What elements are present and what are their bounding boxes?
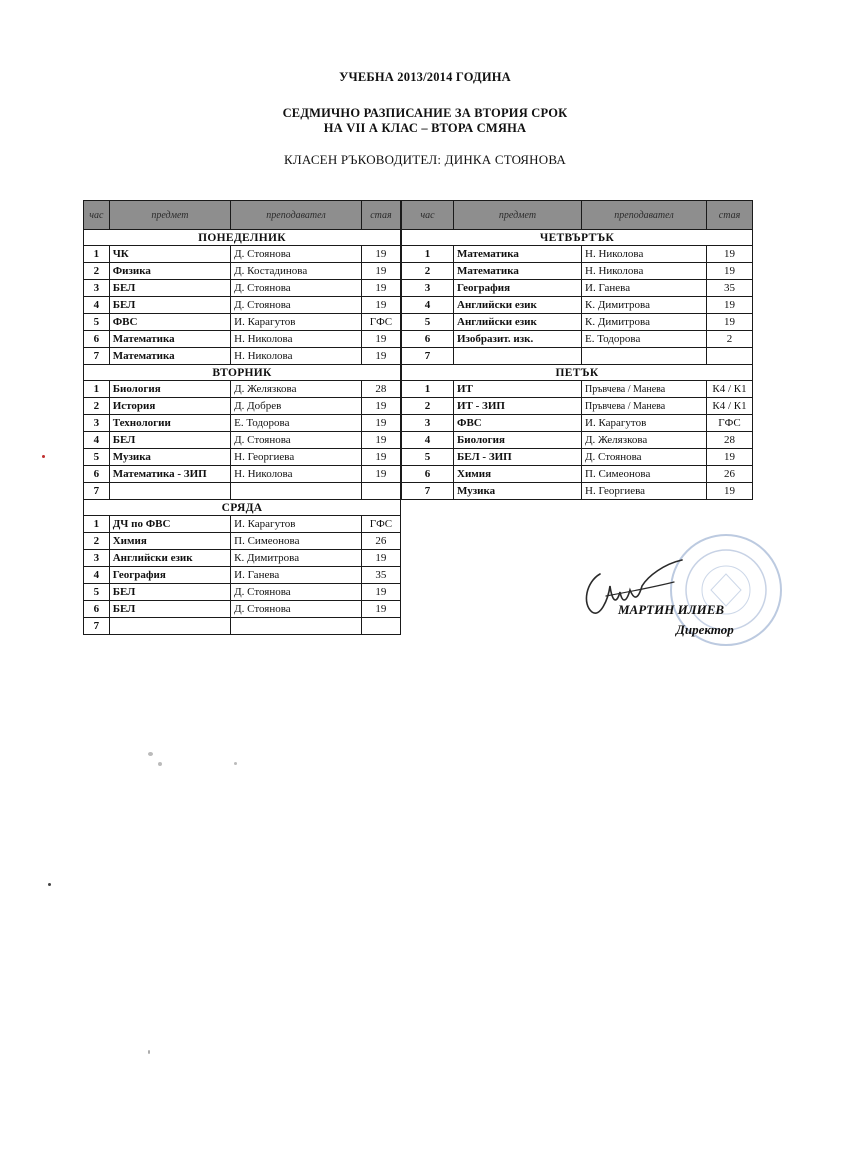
- table-row: [402, 280, 753, 297]
- period-number: 7: [84, 348, 110, 365]
- teacher-cell: К. Димитрова: [582, 297, 707, 314]
- period-number: 5: [402, 314, 454, 331]
- table-row: [84, 297, 401, 314]
- day-name: ПЕТЪК: [402, 365, 753, 381]
- teacher-cell: Н. Николова: [582, 246, 707, 263]
- teacher-cell: Н. Георгиева: [582, 483, 707, 500]
- table-row: [84, 398, 401, 415]
- subject-cell: География: [454, 280, 582, 297]
- schedule-table-right: [401, 200, 753, 500]
- room-cell: 19: [707, 297, 753, 314]
- period-number: 3: [402, 280, 454, 297]
- room-cell: 19: [361, 263, 400, 280]
- schedule-title-line2: НА VII А КЛАС – ВТОРА СМЯНА: [323, 121, 527, 135]
- period-number: 7: [84, 483, 110, 500]
- subject-cell: [454, 348, 582, 365]
- period-number: 1: [402, 381, 454, 398]
- table-row: [402, 432, 753, 449]
- table-row: [84, 466, 401, 483]
- room-cell: 19: [361, 331, 400, 348]
- teacher-cell: И. Ганева: [582, 280, 707, 297]
- teacher-cell: Д. Добрев: [231, 398, 362, 415]
- room-cell: 28: [361, 381, 400, 398]
- teacher-cell: Е. Тодорова: [231, 415, 362, 432]
- subject-cell: Химия: [109, 533, 230, 550]
- column-header-row: [84, 201, 401, 230]
- period-number: 5: [84, 314, 110, 331]
- table-row: [84, 533, 401, 550]
- table-row: [402, 398, 753, 415]
- subject-cell: История: [109, 398, 230, 415]
- table-row: [84, 516, 401, 533]
- subject-cell: Музика: [109, 449, 230, 466]
- room-cell: 19: [707, 246, 753, 263]
- teacher-cell: Д. Стоянова: [231, 246, 362, 263]
- subject-cell: Математика: [109, 331, 230, 348]
- subject-cell: Биология: [454, 432, 582, 449]
- teacher-cell: Н. Николова: [231, 331, 362, 348]
- subject-cell: ФВС: [109, 314, 230, 331]
- subject-cell: БЕЛ: [109, 297, 230, 314]
- room-cell: ГФС: [361, 516, 400, 533]
- subject-cell: БЕЛ: [109, 432, 230, 449]
- table-row: [402, 466, 753, 483]
- room-cell: 35: [707, 280, 753, 297]
- period-number: 4: [402, 432, 454, 449]
- period-number: 3: [84, 280, 110, 297]
- col-header-subject: предмет: [454, 201, 582, 230]
- table-row: [84, 601, 401, 618]
- period-number: 5: [402, 449, 454, 466]
- room-cell: 19: [707, 263, 753, 280]
- col-header-teacher: преподавател: [231, 201, 362, 230]
- table-row: [84, 263, 401, 280]
- teacher-cell: Д. Стоянова: [231, 584, 362, 601]
- teacher-cell: Д. Стоянова: [231, 297, 362, 314]
- period-number: 6: [84, 466, 110, 483]
- subject-cell: Биология: [109, 381, 230, 398]
- teacher-cell: Д. Стоянова: [231, 280, 362, 297]
- table-row: [402, 246, 753, 263]
- subject-cell: Физика: [109, 263, 230, 280]
- period-number: 7: [402, 483, 454, 500]
- period-number: 2: [84, 398, 110, 415]
- school-year-heading: УЧЕБНА 2013/2014 ГОДИНА: [339, 70, 511, 84]
- room-cell: 2: [707, 331, 753, 348]
- room-cell: 19: [707, 449, 753, 466]
- day-header-row: [402, 230, 753, 246]
- subject-cell: БЕЛ - ЗИП: [454, 449, 582, 466]
- room-cell: 19: [361, 466, 400, 483]
- column-header-row: [402, 201, 753, 230]
- room-cell: ГФС: [361, 314, 400, 331]
- table-row: [84, 483, 401, 500]
- teacher-cell: Пръвчева / Манева: [582, 381, 707, 398]
- subject-cell: Изобразит. изк.: [454, 331, 582, 348]
- period-number: 4: [84, 432, 110, 449]
- teacher-cell: Д. Желязкова: [582, 432, 707, 449]
- schedule-title-line1: СЕДМИЧНО РАЗПИСАНИЕ ЗА ВТОРИЯ СРОК: [282, 106, 568, 120]
- room-cell: 19: [361, 415, 400, 432]
- room-cell: 19: [361, 601, 400, 618]
- subject-cell: Математика - ЗИП: [109, 466, 230, 483]
- teacher-cell: Н. Николова: [231, 348, 362, 365]
- subject-cell: БЕЛ: [109, 280, 230, 297]
- table-row: [84, 449, 401, 466]
- teacher-cell: Д. Стоянова: [231, 601, 362, 618]
- scan-speck: [148, 1050, 150, 1054]
- room-cell: 28: [707, 432, 753, 449]
- table-row: [84, 550, 401, 567]
- day-name: СРЯДА: [84, 500, 401, 516]
- teacher-cell: [582, 348, 707, 365]
- col-header-period: час: [84, 201, 110, 230]
- scan-speck: [48, 883, 51, 886]
- table-row: [84, 432, 401, 449]
- room-cell: 19: [361, 348, 400, 365]
- teacher-cell: Д. Стоянова: [582, 449, 707, 466]
- col-header-subject: предмет: [109, 201, 230, 230]
- table-row: [84, 331, 401, 348]
- scan-speck: [148, 752, 153, 756]
- subject-cell: Английски език: [109, 550, 230, 567]
- room-cell: 19: [361, 584, 400, 601]
- teacher-cell: К. Димитрова: [231, 550, 362, 567]
- teacher-cell: Н. Георгиева: [231, 449, 362, 466]
- table-row: [402, 381, 753, 398]
- table-row: [402, 297, 753, 314]
- day-header-row: [84, 230, 401, 246]
- period-number: 5: [84, 584, 110, 601]
- room-cell: 19: [361, 297, 400, 314]
- room-cell: 19: [361, 432, 400, 449]
- table-row: [84, 280, 401, 297]
- subject-cell: Химия: [454, 466, 582, 483]
- teacher-cell: П. Симеонова: [231, 533, 362, 550]
- subject-cell: Английски език: [454, 314, 582, 331]
- teacher-cell: К. Димитрова: [582, 314, 707, 331]
- table-row: [84, 348, 401, 365]
- teacher-cell: Д. Желязкова: [231, 381, 362, 398]
- table-row: [402, 331, 753, 348]
- table-row: [84, 584, 401, 601]
- teacher-cell: И. Карагутов: [231, 314, 362, 331]
- col-header-room: стая: [707, 201, 753, 230]
- day-header-row: [84, 365, 401, 381]
- period-number: 5: [84, 449, 110, 466]
- subject-cell: [109, 483, 230, 500]
- period-number: 3: [84, 415, 110, 432]
- table-row: [84, 415, 401, 432]
- room-cell: 19: [707, 314, 753, 331]
- day-name: ВТОРНИК: [84, 365, 401, 381]
- class-teacher-line: КЛАСЕН РЪКОВОДИТЕЛ: ДИНКА СТОЯНОВА: [283, 152, 566, 167]
- subject-cell: Технологии: [109, 415, 230, 432]
- room-cell: 19: [361, 550, 400, 567]
- room-cell: 19: [361, 246, 400, 263]
- period-number: 7: [84, 618, 110, 635]
- subject-cell: Математика: [454, 246, 582, 263]
- period-number: 6: [84, 601, 110, 618]
- subject-cell: БЕЛ: [109, 601, 230, 618]
- schedule-table-left: [83, 200, 401, 635]
- teacher-cell: [231, 483, 362, 500]
- teacher-cell: Н. Николова: [582, 263, 707, 280]
- subject-cell: [109, 618, 230, 635]
- table-row: [84, 381, 401, 398]
- scan-speck: [234, 762, 237, 765]
- teacher-cell: И. Карагутов: [231, 516, 362, 533]
- period-number: 2: [402, 398, 454, 415]
- room-cell: [707, 348, 753, 365]
- teacher-cell: [231, 618, 362, 635]
- room-cell: [361, 483, 400, 500]
- subject-cell: Английски език: [454, 297, 582, 314]
- subject-cell: География: [109, 567, 230, 584]
- room-cell: 19: [361, 280, 400, 297]
- table-row: [402, 449, 753, 466]
- room-cell: 19: [361, 449, 400, 466]
- subject-cell: Музика: [454, 483, 582, 500]
- period-number: 2: [84, 263, 110, 280]
- period-number: 1: [402, 246, 454, 263]
- period-number: 1: [84, 381, 110, 398]
- room-cell: ГФС: [707, 415, 753, 432]
- scan-speck: [42, 455, 45, 458]
- table-row: [84, 314, 401, 331]
- subject-cell: ДЧ по ФВС: [109, 516, 230, 533]
- room-cell: К4 / К1: [707, 381, 753, 398]
- subject-cell: ИТ: [454, 381, 582, 398]
- period-number: 1: [84, 516, 110, 533]
- day-header-row: [402, 365, 753, 381]
- table-row: [84, 246, 401, 263]
- director-title: Директор: [676, 622, 734, 637]
- day-name: ПОНЕДЕЛНИК: [84, 230, 401, 246]
- period-number: 2: [402, 263, 454, 280]
- period-number: 4: [402, 297, 454, 314]
- table-row: [402, 483, 753, 500]
- period-number: 3: [84, 550, 110, 567]
- teacher-cell: И. Ганева: [231, 567, 362, 584]
- period-number: 7: [402, 348, 454, 365]
- period-number: 3: [402, 415, 454, 432]
- period-number: 6: [402, 331, 454, 348]
- subject-cell: ИТ - ЗИП: [454, 398, 582, 415]
- period-number: 4: [84, 297, 110, 314]
- director-name: МАРТИН ИЛИЕВ: [618, 602, 725, 617]
- table-row: [402, 263, 753, 280]
- teacher-cell: Пръвчева / Манева: [582, 398, 707, 415]
- subject-cell: ЧК: [109, 246, 230, 263]
- period-number: 2: [84, 533, 110, 550]
- teacher-cell: И. Карагутов: [582, 415, 707, 432]
- period-number: 6: [84, 331, 110, 348]
- scan-speck: [158, 762, 162, 766]
- table-row: [402, 314, 753, 331]
- subject-cell: БЕЛ: [109, 584, 230, 601]
- room-cell: К4 / К1: [707, 398, 753, 415]
- room-cell: 35: [361, 567, 400, 584]
- subject-cell: Математика: [109, 348, 230, 365]
- room-cell: [361, 618, 400, 635]
- table-row: [84, 567, 401, 584]
- subject-cell: ФВС: [454, 415, 582, 432]
- teacher-cell: Д. Костадинова: [231, 263, 362, 280]
- table-row: [84, 618, 401, 635]
- period-number: 4: [84, 567, 110, 584]
- teacher-cell: Н. Николова: [231, 466, 362, 483]
- room-cell: 19: [361, 398, 400, 415]
- room-cell: 19: [707, 483, 753, 500]
- period-number: 6: [402, 466, 454, 483]
- table-row: [402, 348, 753, 365]
- period-number: 1: [84, 246, 110, 263]
- table-row: [402, 415, 753, 432]
- col-header-period: час: [402, 201, 454, 230]
- day-header-row: [84, 500, 401, 516]
- subject-cell: Математика: [454, 263, 582, 280]
- teacher-cell: Д. Стоянова: [231, 432, 362, 449]
- day-name: ЧЕТВЪРТЪК: [402, 230, 753, 246]
- room-cell: 26: [707, 466, 753, 483]
- col-header-teacher: преподавател: [582, 201, 707, 230]
- col-header-room: стая: [361, 201, 400, 230]
- teacher-cell: Е. Тодорова: [582, 331, 707, 348]
- teacher-cell: П. Симеонова: [582, 466, 707, 483]
- room-cell: 26: [361, 533, 400, 550]
